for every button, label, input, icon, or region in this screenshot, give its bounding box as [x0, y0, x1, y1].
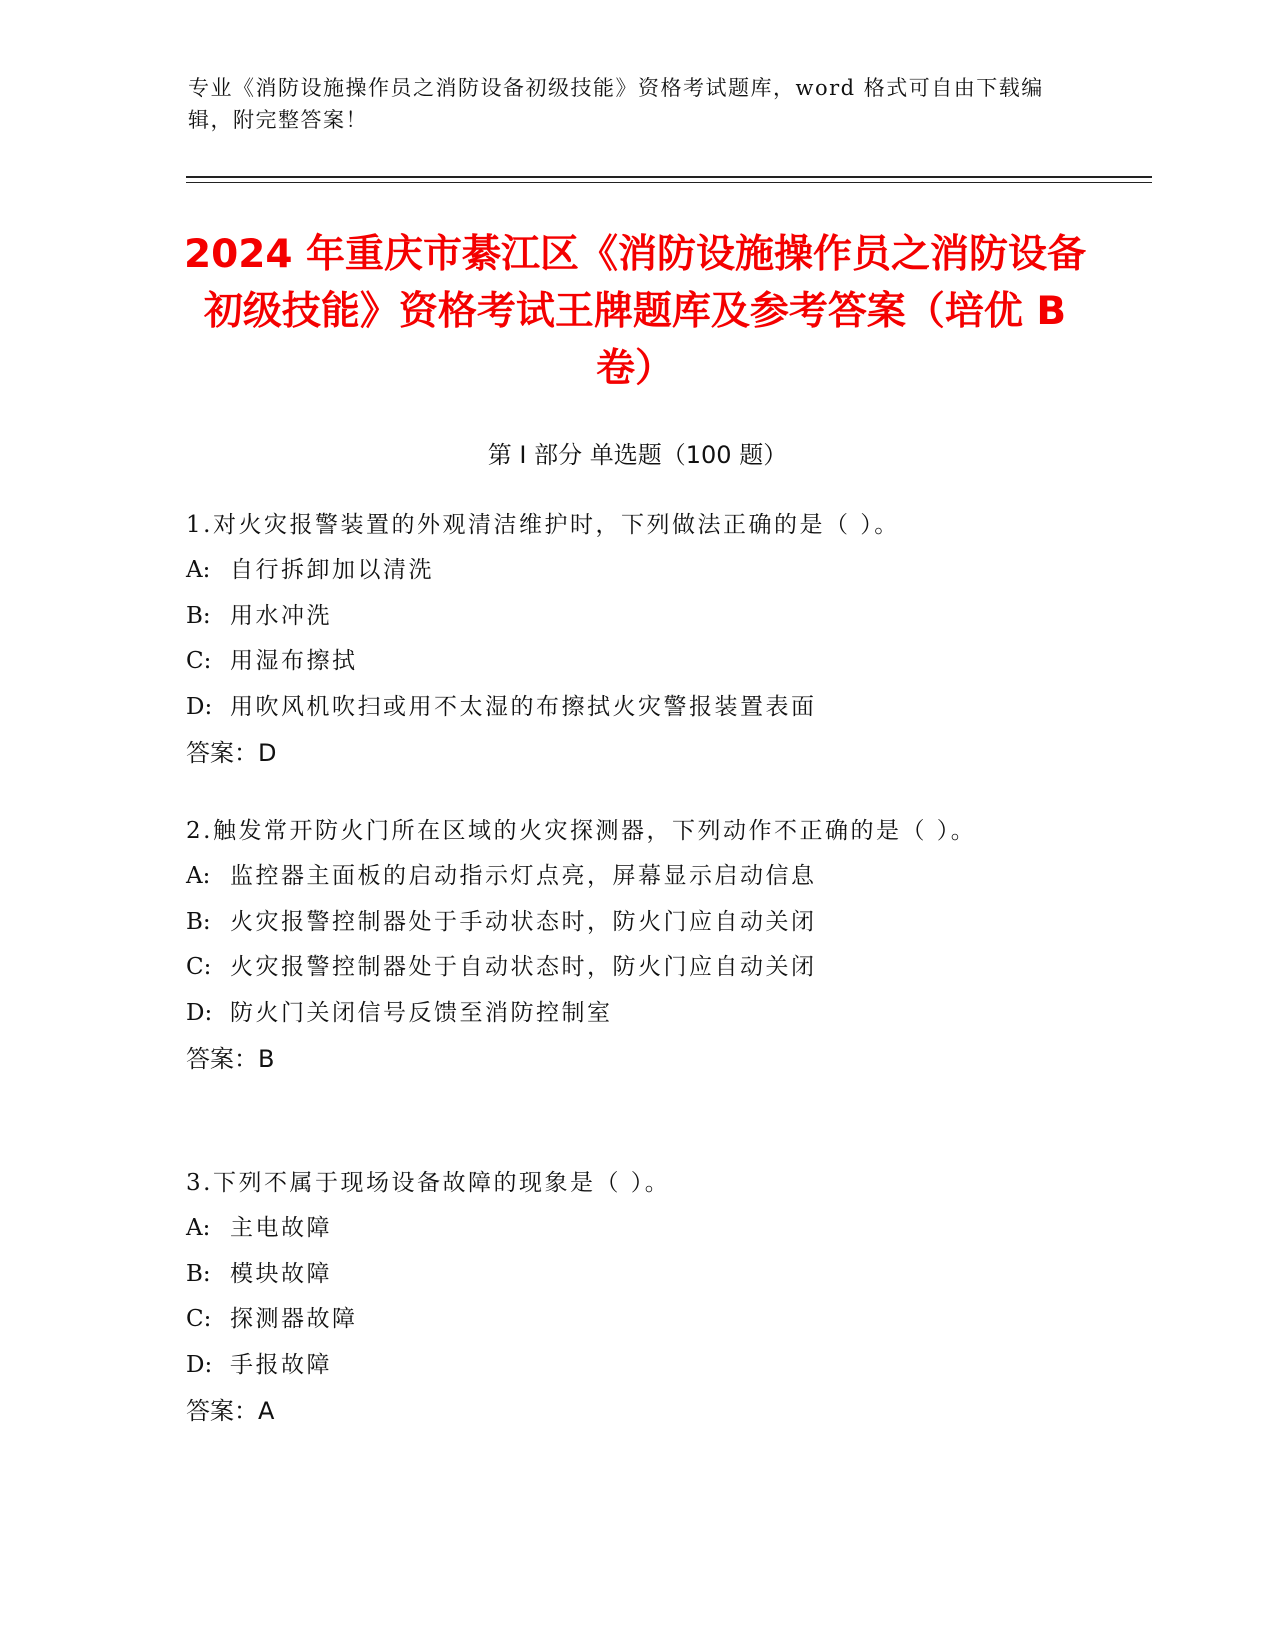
header-divider-thin: [186, 182, 1152, 183]
option-text: 用水冲洗: [230, 602, 332, 629]
question-3: [186, 1160, 1046, 1434]
option-c: [186, 1297, 1046, 1343]
option-key: A:: [186, 1215, 211, 1241]
question-2: [186, 808, 1046, 1082]
answer: 答案：A: [186, 1397, 275, 1425]
option-key: D:: [186, 1351, 213, 1378]
question-stem: 3.下列不属于现场设备故障的现象是（ ）。: [186, 1170, 671, 1196]
option-text: 监控器主面板的启动指示灯点亮，屏幕显示启动信息: [230, 863, 817, 889]
option-text: 自行拆卸加以清洗: [230, 557, 434, 583]
option-b: [186, 594, 1046, 640]
option-key: B:: [186, 602, 211, 629]
option-key: A:: [186, 863, 211, 889]
option-key: D:: [186, 999, 213, 1026]
header-divider-thick: [186, 176, 1152, 178]
option-text: 主电故障: [230, 1215, 332, 1241]
option-text: 用吹风机吹扫或用不太湿的布擦拭火灾警报装置表面: [230, 693, 817, 720]
question-1: [186, 502, 1046, 776]
option-c: [186, 639, 1046, 685]
option-text: 用湿布擦拭: [230, 648, 358, 674]
option-text: 防火门关闭信号反馈至消防控制室: [230, 999, 613, 1026]
option-key: A:: [186, 557, 211, 583]
option-key: C:: [186, 648, 212, 674]
option-key: B:: [186, 1260, 211, 1287]
option-d: [186, 1343, 1046, 1389]
option-key: C:: [186, 1306, 212, 1332]
option-d: [186, 685, 1046, 731]
option-d: [186, 991, 1046, 1037]
section-heading: 第 I 部分 单选题（100 题）: [487, 441, 788, 469]
answer: 答案：B: [186, 1045, 275, 1073]
option-text: 火灾报警控制器处于手动状态时，防火门应自动关闭: [230, 908, 817, 935]
option-c: [186, 945, 1046, 991]
question-stem: 1.对火灾报警装置的外观清洁维护时，下列做法正确的是（ ）。: [186, 512, 900, 538]
option-a: [186, 854, 1046, 900]
option-b: [186, 1252, 1046, 1298]
option-text: 模块故障: [230, 1260, 332, 1287]
option-key: C:: [186, 954, 212, 980]
option-text: 探测器故障: [230, 1306, 358, 1332]
option-b: [186, 900, 1046, 946]
question-stem: 2.触发常开防火门所在区域的火灾探测器，下列动作不正确的是（ ）。: [186, 818, 977, 844]
option-key: B:: [186, 908, 211, 935]
option-key: D:: [186, 693, 213, 720]
header-note: 专业《消防设施操作员之消防设备初级技能》资格考试题库，word 格式可自由下载编辑，附完整答案！: [188, 76, 1044, 132]
option-text: 手报故障: [230, 1351, 332, 1378]
option-a: [186, 548, 1046, 594]
option-text: 火灾报警控制器处于自动状态时，防火门应自动关闭: [230, 954, 817, 980]
document-title: 2024 年重庆市綦江区《消防设施操作员之消防设备初级技能》资格考试王牌题库及参考答案（培优 B 卷）: [183, 232, 1087, 391]
option-a: [186, 1206, 1046, 1252]
answer: 答案：D: [186, 739, 277, 767]
